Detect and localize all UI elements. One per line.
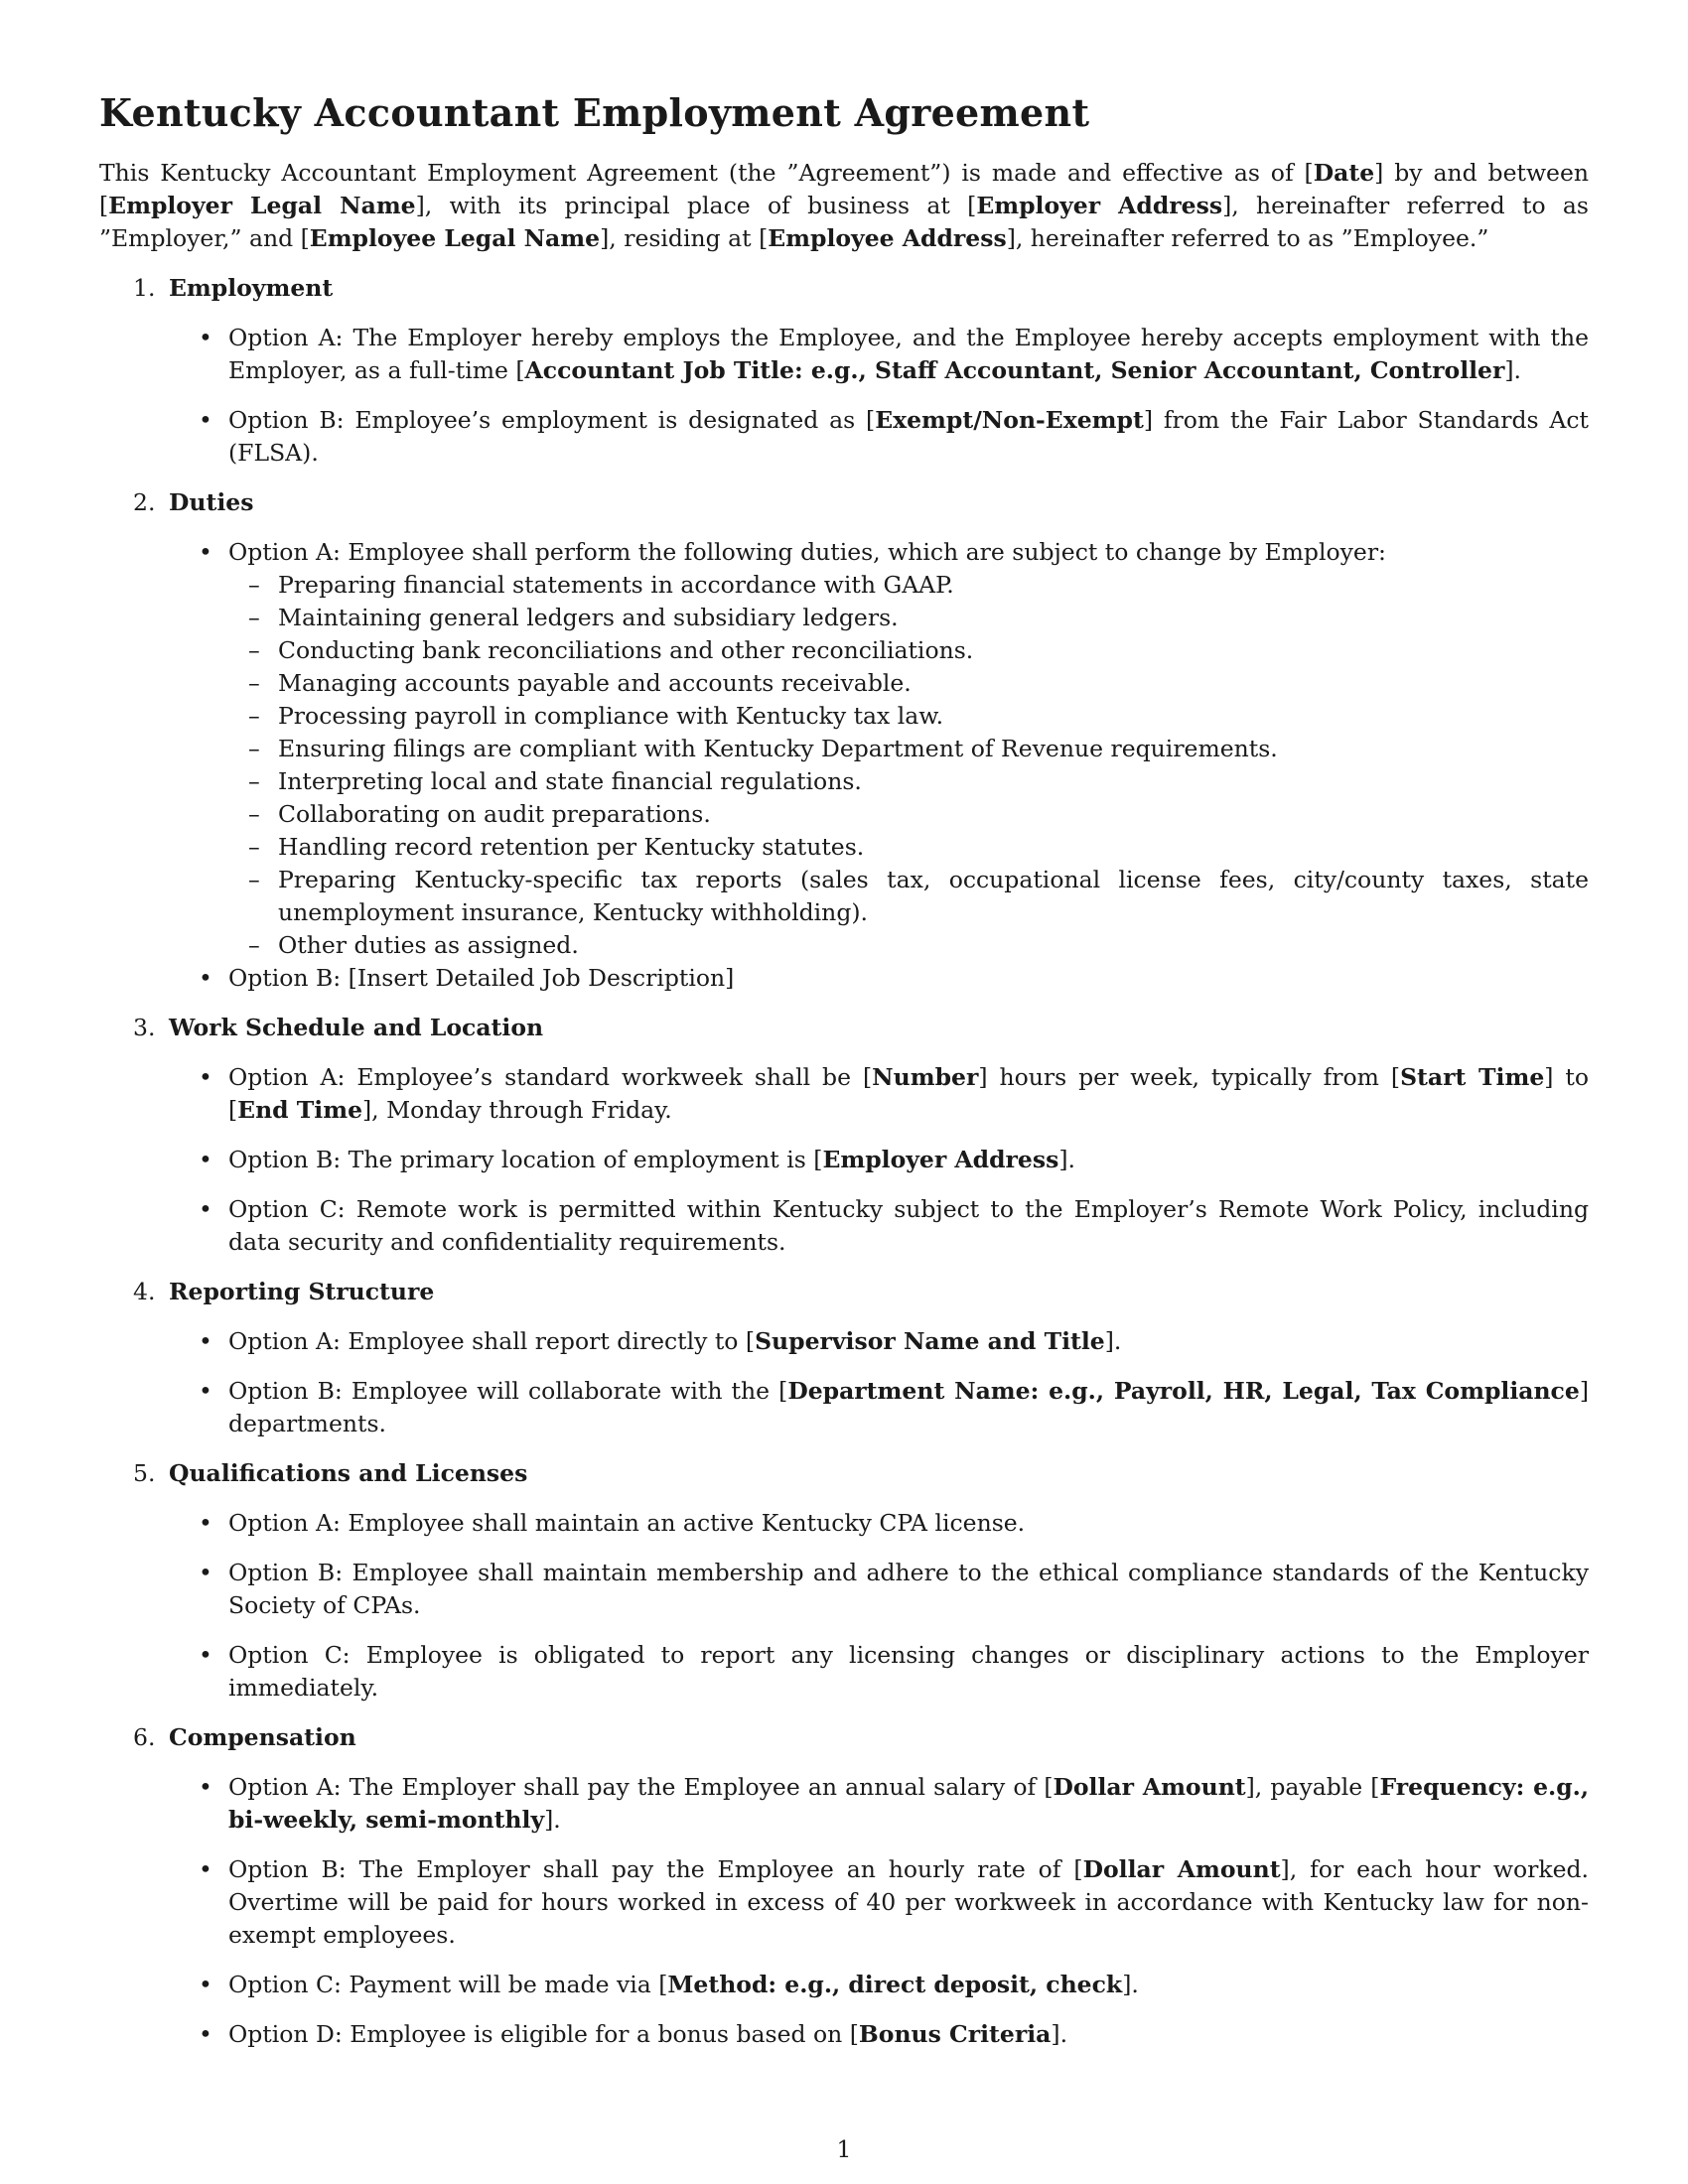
option-text: Option A: The Employer hereby employs the Employee, and the Employee hereby accepts employment with the Employer, as a full-time [ <box>228 324 1589 384</box>
option-text: Option A: Employee shall perform the following duties, which are subject to change by Employer: <box>228 538 1386 566</box>
option-a <box>99 1771 1589 1837</box>
option-text: ], payable [ <box>1245 1773 1380 1801</box>
dash-icon: – <box>248 735 260 762</box>
option-text: ]. <box>1122 1971 1139 1998</box>
placeholder-employer-address: Employer Address <box>976 192 1223 219</box>
option-text: Option B: Employee shall maintain membership and adhere to the ethical compliance standards of the Kentucky Society of CPAs. <box>228 1559 1589 1619</box>
duty-item <box>228 667 1589 700</box>
placeholder-hours: Number <box>872 1063 979 1091</box>
placeholder-employee-name: Employee Legal Name <box>309 224 601 252</box>
section-compensation <box>99 1721 1589 2051</box>
document-title: Kentucky Accountant Employment Agreement <box>99 90 1090 135</box>
section-title: Employment <box>169 274 334 302</box>
duties-list <box>228 569 1589 962</box>
placeholder-payment-method: Method: e.g., direct deposit, check <box>667 1971 1123 1998</box>
option-a <box>99 1061 1589 1127</box>
option-text: ] hours per week, typically from [ <box>978 1063 1401 1091</box>
duty-item <box>228 700 1589 733</box>
section-heading <box>99 1721 1589 1754</box>
placeholder-employee-address: Employee Address <box>768 224 1007 252</box>
duty-item <box>228 602 1589 634</box>
option-text: Option B: Employee’s employment is designated as [ <box>228 406 876 434</box>
option-text: ] from the Fair Labor Standards Act (FLSA). <box>228 406 1589 467</box>
placeholder-job-title: Accountant Job Title: e.g., Staff Accountant, Senior Accountant, Controller <box>524 356 1505 384</box>
option-a <box>99 536 1589 962</box>
duty-text: Handling record retention per Kentucky statutes. <box>278 833 865 861</box>
section-work-schedule <box>99 1012 1589 1259</box>
duty-text: Processing payroll in compliance with Kentucky tax law. <box>278 702 944 730</box>
options-list <box>99 1325 1589 1440</box>
intro-text: This Kentucky Accountant Employment Agreement (the ”Agreement”) is made and effective as of [ <box>99 159 1314 187</box>
option-text: Option C: Payment will be made via [ <box>228 1971 668 1998</box>
options-list <box>99 322 1589 470</box>
intro-text: ], with its principal place of business at [ <box>415 192 977 219</box>
option-b <box>99 1853 1589 1952</box>
duty-text: Maintaining general ledgers and subsidiary ledgers. <box>278 604 899 631</box>
option-text: ] departments. <box>228 1377 1589 1437</box>
section-number: 1. <box>133 274 156 302</box>
bullet-icon: • <box>199 1377 212 1405</box>
placeholder-frequency: Frequency: e.g., bi-weekly, semi-monthly <box>228 1773 1590 1834</box>
placeholder-end-time: End Time <box>237 1096 363 1124</box>
option-text: ], Monday through Friday. <box>362 1096 672 1124</box>
option-c <box>99 1639 1589 1705</box>
bullet-icon: • <box>199 1773 212 1801</box>
duty-text: Preparing financial statements in accordance with GAAP. <box>278 571 954 599</box>
section-reporting-structure <box>99 1276 1589 1440</box>
duty-item <box>228 864 1589 929</box>
bullet-icon: • <box>199 1327 212 1355</box>
option-a <box>99 322 1589 387</box>
section-number: 6. <box>133 1723 156 1751</box>
intro-text: ], hereinafter referred to as ”Employee.” <box>1006 224 1489 252</box>
option-text: Option C: Remote work is permitted within Kentucky subject to the Employer’s Remote Work Policy, including data security and confidentiality requirements. <box>228 1195 1589 1256</box>
option-b <box>99 962 1589 995</box>
intro-paragraph <box>99 157 1589 255</box>
document-page <box>99 87 1589 2051</box>
duty-text: Collaborating on audit preparations. <box>278 800 711 828</box>
bullet-icon: • <box>199 406 212 434</box>
duty-text: Other duties as assigned. <box>278 931 579 959</box>
duty-item <box>228 634 1589 667</box>
options-list <box>99 1507 1589 1705</box>
option-a <box>99 1325 1589 1358</box>
option-b <box>99 404 1589 470</box>
section-number: 5. <box>133 1459 156 1487</box>
placeholder-department: Department Name: e.g., Payroll, HR, Legal, Tax Compliance <box>787 1377 1580 1405</box>
bullet-icon: • <box>199 324 212 351</box>
section-title: Qualifications and Licenses <box>169 1459 528 1487</box>
bullet-icon: • <box>199 538 212 566</box>
duty-item <box>228 765 1589 798</box>
dash-icon: – <box>248 833 260 861</box>
placeholder-bonus-criteria: Bonus Criteria <box>858 2020 1052 2048</box>
option-text: ]. <box>544 1806 561 1834</box>
option-text: ] to [ <box>228 1063 1589 1124</box>
bullet-icon: • <box>199 1971 212 1998</box>
duty-item <box>228 733 1589 765</box>
options-list <box>99 1061 1589 1259</box>
section-title: Work Schedule and Location <box>169 1014 544 1041</box>
option-c <box>99 1193 1589 1259</box>
bullet-icon: • <box>199 1146 212 1173</box>
section-heading <box>99 486 1589 519</box>
placeholder-employer-name: Employer Legal Name <box>108 192 416 219</box>
duty-text: Ensuring filings are compliant with Kentucky Department of Revenue requirements. <box>278 735 1278 762</box>
dash-icon: – <box>248 669 260 697</box>
bullet-icon: • <box>199 1559 212 1586</box>
option-c <box>99 1969 1589 2001</box>
option-b <box>99 1557 1589 1622</box>
duty-item <box>228 929 1589 962</box>
duty-item <box>228 569 1589 602</box>
duty-item <box>228 798 1589 831</box>
placeholder-supervisor: Supervisor Name and Title <box>755 1327 1105 1355</box>
section-heading <box>99 1457 1589 1490</box>
section-heading <box>99 272 1589 305</box>
option-a <box>99 1507 1589 1540</box>
option-text: Option A: Employee shall report directly to [ <box>228 1327 756 1355</box>
duty-text: Managing accounts payable and accounts receivable. <box>278 669 912 697</box>
section-number: 4. <box>133 1278 156 1305</box>
section-title: Reporting Structure <box>169 1278 435 1305</box>
duty-item <box>228 831 1589 864</box>
bullet-icon: • <box>199 1509 212 1537</box>
section-qualifications <box>99 1457 1589 1705</box>
placeholder-salary: Dollar Amount <box>1053 1773 1246 1801</box>
section-employment <box>99 272 1589 470</box>
dash-icon: – <box>248 702 260 730</box>
options-list <box>99 536 1589 995</box>
placeholder-employer-address: Employer Address <box>822 1146 1059 1173</box>
bullet-icon: • <box>199 1855 212 1883</box>
bullet-icon: • <box>199 2020 212 2048</box>
option-d <box>99 2018 1589 2051</box>
intro-text: ], residing at [ <box>600 224 769 252</box>
sections-list <box>99 272 1589 2051</box>
section-number: 2. <box>133 488 156 516</box>
duty-text: Conducting bank reconciliations and other reconciliations. <box>278 636 974 664</box>
option-text: ], for each hour worked. Overtime will be paid for hours worked in excess of 40 per workweek in accordance with Kentucky law for non-exempt employees. <box>228 1855 1589 1949</box>
dash-icon: – <box>248 931 260 959</box>
section-number: 3. <box>133 1014 156 1041</box>
option-text: Option C: Employee is obligated to report any licensing changes or disciplinary actions to the Employer immediately. <box>228 1641 1589 1702</box>
placeholder-exempt-status: Exempt/Non-Exempt <box>875 406 1144 434</box>
placeholder-start-time: Start Time <box>1400 1063 1545 1091</box>
option-text: Option A: Employee shall maintain an active Kentucky CPA license. <box>228 1509 1026 1537</box>
option-text: ]. <box>1104 1327 1122 1355</box>
placeholder-date: Date <box>1313 159 1375 187</box>
page-number: 1 <box>836 2135 852 2163</box>
duty-text: Preparing Kentucky-specific tax reports (sales tax, occupational license fees, city/county taxes, state unemployment insurance, Kentucky withholding). <box>278 866 1589 926</box>
option-text: Option D: Employee is eligible for a bonus based on [ <box>228 2020 859 2048</box>
option-b <box>99 1144 1589 1176</box>
option-text: ]. <box>1504 356 1522 384</box>
duty-text: Interpreting local and state financial regulations. <box>278 767 862 795</box>
bullet-icon: • <box>199 1195 212 1223</box>
section-title: Duties <box>169 488 254 516</box>
dash-icon: – <box>248 866 260 893</box>
dash-icon: – <box>248 604 260 631</box>
option-text: Option B: Employee will collaborate with the [ <box>228 1377 788 1405</box>
section-heading <box>99 1276 1589 1308</box>
option-text: Option A: The Employer shall pay the Employee an annual salary of [ <box>228 1773 1054 1801</box>
option-b <box>99 1375 1589 1440</box>
intro-text: ], hereinafter referred to as ”Employer,” and [ <box>99 192 1589 252</box>
section-title: Compensation <box>169 1723 356 1751</box>
option-text: ]. <box>1051 2020 1068 2048</box>
option-text: ]. <box>1058 1146 1075 1173</box>
section-duties <box>99 486 1589 995</box>
dash-icon: – <box>248 767 260 795</box>
bullet-icon: • <box>199 1641 212 1669</box>
options-list <box>99 1771 1589 2051</box>
dash-icon: – <box>248 636 260 664</box>
placeholder-hourly-rate: Dollar Amount <box>1082 1855 1281 1883</box>
option-text: Option B: [Insert Detailed Job Description] <box>228 964 735 992</box>
option-text: Option B: The Employer shall pay the Employee an hourly rate of [ <box>228 1855 1083 1883</box>
section-heading <box>99 1012 1589 1044</box>
option-text: Option B: The primary location of employment is [ <box>228 1146 823 1173</box>
intro-text: ] by and between [ <box>99 159 1590 219</box>
bullet-icon: • <box>199 964 212 992</box>
dash-icon: – <box>248 800 260 828</box>
dash-icon: – <box>248 571 260 599</box>
bullet-icon: • <box>199 1063 212 1091</box>
option-text: Option A: Employee’s standard workweek shall be [ <box>228 1063 873 1091</box>
